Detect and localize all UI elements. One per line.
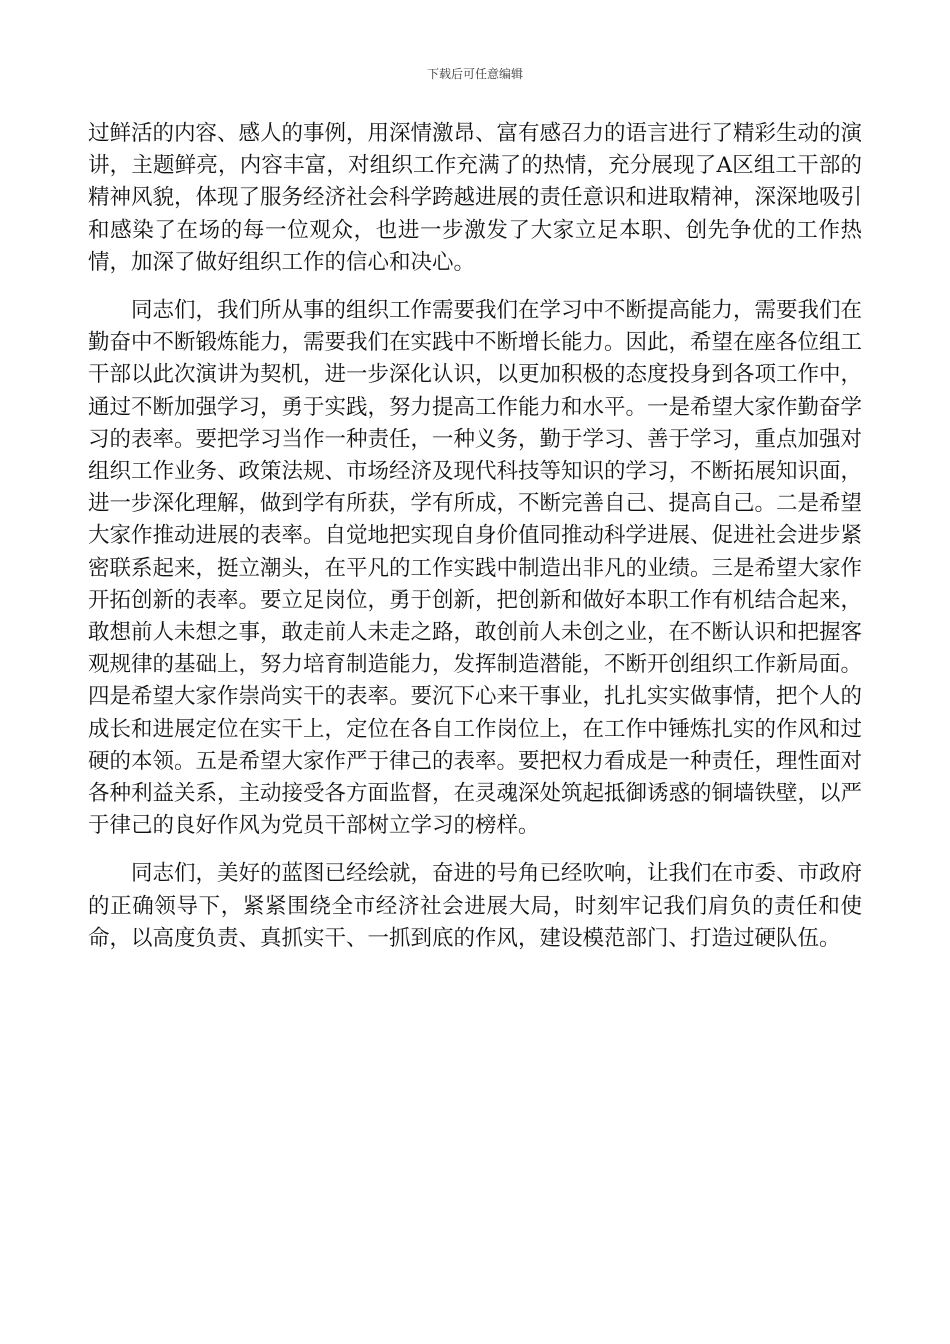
paragraph-2: 同志们，我们所从事的组织工作需要我们在学习中不断提高能力，需要我们在勤奋中不断锻炼能力，需要我们在实践中不断增长能力。因此，希望在座各位组工干部以此次演讲为契机，进一步深化认识，以更加积极的态度投身到各项工作中，通过不断加强学习，勇于实践，努力提高工作能力和水平。一是希望大家作勤奋学习的表率。要把学习当作一种责任，一种义务，勤于学习、善于学习，重点加强对组织工作业务、政策法规、市场经济及现代科技等知识的学习，不断拓展知识面，进一步深化理解，做到学有所获，学有所成，不断完善自己、提高自己。二是希望大家作推动进展的表率。自觉地把实现自身价值同推动科学进展、促进社会进步紧密联系起来，挺立潮头，在平凡的工作实践中制造出非凡的业绩。三是希望大家作开拓创新的表率。要立足岗位，勇于创新，把创新和做好本职工作有机结合起来，敢想前人未想之事，敢走前人未走之路，敢创前人未创之业，在不断认识和把握客观规律的基础上，努力培育制造能力，发挥制造潜能，不断开创组织工作新局面。四是希望大家作崇尚实干的表率。要沉下心来干事业，扎扎实实做事情，把个人的成长和进展定位在实干上，定位在各自工作岗位上，在工作中锤炼扎实的作风和过硬的本领。五是希望大家作严于律己的表率。要把权力看成是一种责任，理性面对各种利益关系，主动接受各方面监督，在灵魂深处筑起抵御诱惑的铜墙铁壁，以严于律己的良好作风为党员干部树立学习的榜样。	[88, 298, 863, 839]
paragraph-1: 过鲜活的内容、感人的事例，用深情激昂、富有感召力的语言进行了精彩生动的演讲，主题鲜亮，内容丰富，对组织工作充满了的热情，充分展现了A区组工干部的精神风貌，体现了服务经济社会科学跨越进展的责任意识和进取精神，深深地吸引和感染了在场的每一位观众，也进一步激发了大家立足本职、创先争优的工作热情，加深了做好组织工作的信心和决心。	[88, 121, 863, 275]
paragraph-3: 同志们，美好的蓝图已经绘就，奋进的号角已经吹响，让我们在市委、市政府的正确领导下，紧紧围绕全市经济社会进展大局，时刻牢记我们肩负的责任和使命，以高度负责、真抓实干、一抓到底的作风，建设模范部门、打造过硬队伍。	[88, 861, 863, 951]
document-body	[88, 118, 862, 955]
page-header: 下载后可任意编辑	[426, 67, 523, 81]
